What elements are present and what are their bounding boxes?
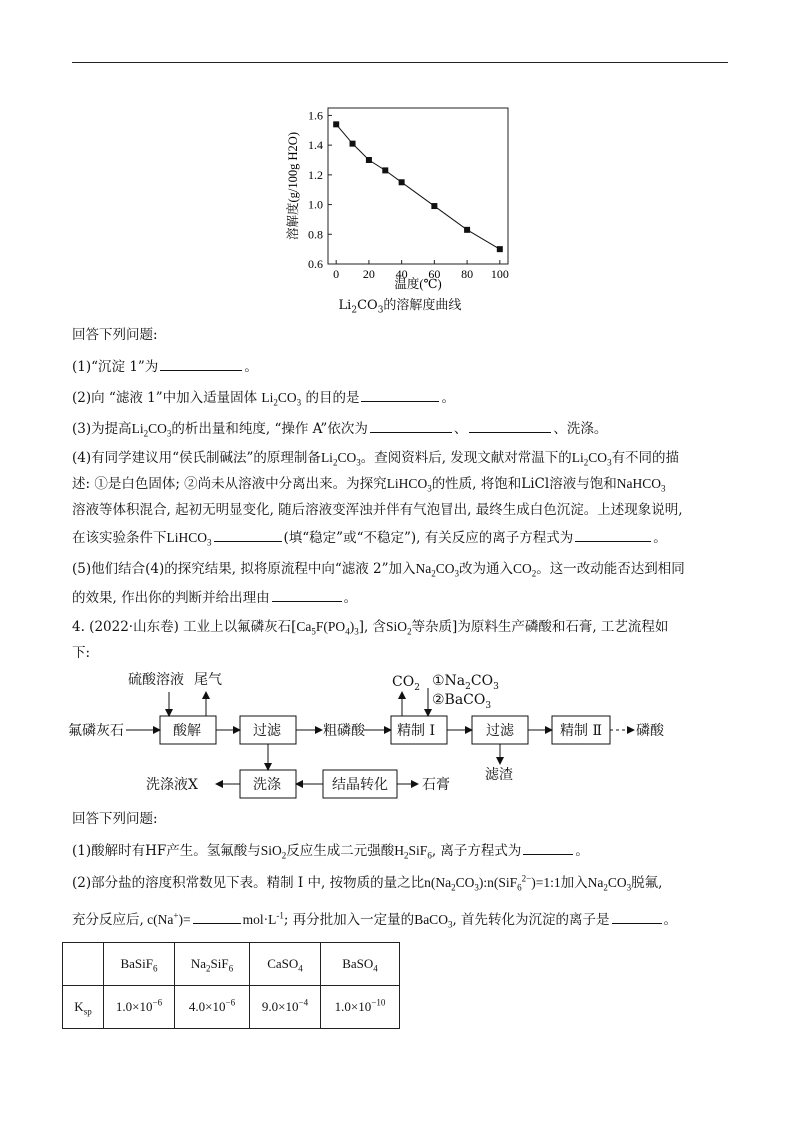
q4-part1	[72, 839, 728, 861]
table-header: BaSO$_4$	[321, 943, 400, 986]
q3-part4-line4	[72, 526, 728, 548]
text: 加入	[560, 875, 588, 891]
text: (4)有同学建议用“侯氏制碱法”的原理制备	[72, 450, 321, 466]
table-cell: $1.0\times 10^{-10}$	[321, 986, 400, 1029]
text: (1)“沉淀 1”为	[72, 359, 159, 375]
text: 充分反应后,	[72, 912, 144, 928]
formula-li2co3: $Li_2CO_3$	[131, 421, 172, 439]
chart-caption	[0, 294, 800, 316]
text: 4. (2022·山东卷) 工业上以氟磷灰石[	[72, 619, 297, 635]
table-header: BaSiF$_6$	[104, 943, 175, 986]
data-point	[399, 179, 405, 185]
text: ], 含	[358, 619, 387, 635]
caption-mid: CO	[357, 298, 378, 313]
text: (填“稳定”或“不稳定”), 有关反应的离子方程式为	[283, 530, 574, 546]
text: 。	[343, 590, 358, 606]
answer-blank[interactable]	[469, 417, 551, 433]
data-point	[431, 203, 437, 209]
table-cell: $1.0\times 10^{-6}$	[104, 986, 175, 1029]
text: 。	[653, 530, 667, 546]
label-wash: 洗涤	[253, 777, 281, 793]
process-flow-diagram	[66, 664, 706, 793]
q4-header-line2: 下:	[72, 645, 91, 661]
text: 。	[575, 843, 589, 859]
top-rule	[72, 62, 728, 63]
answer-blank[interactable]	[160, 355, 242, 371]
ksp-table	[62, 942, 400, 1029]
table-cell: $4.0\times 10^{-6}$	[175, 986, 250, 1029]
label-sulfuric-acid: 硫酸溶液	[128, 672, 184, 688]
label-reagent-1: $①Na_2CO_3$	[432, 673, 499, 692]
q4-part2-line2	[72, 908, 728, 930]
formula-co2: $CO_2$	[513, 561, 537, 579]
q3-part4-line3: 溶液等体积混合, 起初无明显变化, 随后溶液变浑浊并伴有气泡冒出, 最终生成白色沉淀。上述现象说明,	[72, 502, 683, 518]
text: , 首先转化为沉淀的离子是	[452, 912, 610, 928]
y-axis-label: 溶解度(g/100g H2O)	[286, 132, 300, 240]
q3-part4-line2	[72, 474, 728, 494]
formula-li2co3: $Li_2CO_3$	[261, 390, 302, 408]
q4-header-line1	[72, 617, 728, 637]
caption-sub: 2	[351, 305, 358, 316]
text: mol·L	[242, 912, 277, 927]
label-tail-gas: 尾气	[194, 672, 222, 688]
data-point	[350, 141, 356, 147]
text: ; 再分批加入一定量的	[283, 912, 415, 928]
label-wash-liquid: 洗涤液X	[146, 777, 198, 793]
text: (5)他们结合(4)的探究结果, 拟将原流程中向“滤液 2”加入	[72, 561, 416, 577]
answer-blank[interactable]	[370, 417, 452, 433]
text: 反应生成二元强酸	[286, 843, 395, 859]
text: 。这一改动能否达到相同	[536, 561, 685, 577]
answer-blank[interactable]	[523, 839, 573, 855]
text: 、	[453, 421, 468, 437]
flow-svg	[66, 664, 706, 793]
caption-sub: 3	[377, 305, 384, 316]
text: 脱氟,	[631, 875, 663, 891]
table-header: CaSO$_4$	[250, 943, 321, 986]
q3-part5-line1	[72, 559, 728, 579]
table-row	[63, 943, 400, 986]
data-point	[382, 167, 388, 173]
label-filter-2: 过滤	[486, 723, 514, 739]
text: (2)向 “滤液 1”中加入适量固体	[72, 390, 258, 406]
formula-nahco3: NaHCO$_3$	[616, 476, 666, 494]
label-crude-acid: 粗磷酸	[323, 723, 365, 739]
text: 的效果, 作出你的判断并给出理由	[72, 590, 270, 606]
answer-blank[interactable]	[272, 586, 342, 602]
label-gypsum: 石膏	[422, 777, 450, 793]
text: (1)酸解时有HF产生。氢氟酸与	[72, 843, 261, 859]
q3-part1	[72, 355, 728, 377]
answer-blank[interactable]	[193, 908, 241, 924]
label-crystallize: 结晶转化	[332, 777, 388, 793]
text: 等杂质]为原料生产磷酸和石膏, 工艺流程如	[411, 619, 669, 635]
caption-post: 的溶解度曲线	[383, 298, 462, 313]
x-tick-label: 100	[490, 267, 509, 281]
q3-part3	[72, 417, 728, 439]
label-residue: 滤渣	[485, 767, 513, 783]
label-acidolysis: 酸解	[173, 723, 201, 739]
text: , 离子方程式为	[431, 843, 522, 859]
label-reagent-2: ②BaCO$_3$	[432, 692, 492, 711]
q3-part2	[72, 386, 728, 408]
answer-blank[interactable]	[612, 908, 662, 924]
text: 。	[663, 912, 678, 928]
x-tick-label: 40	[395, 267, 408, 281]
table-row	[63, 986, 400, 1029]
text: 改为通入	[459, 561, 514, 577]
formula-lihco3: LiHCO$_3$	[386, 476, 432, 494]
text: 述: ①是白色固体; ②尚未从溶液中分离出来。为探究	[72, 476, 387, 492]
text: (2)部分盐的溶度积常数见下表。精制 Ⅰ 中, 按物质的量之比	[72, 875, 425, 891]
x-axis-label: 温度(℃)	[394, 277, 442, 291]
table-row-label: $K_{sp}$	[63, 986, 104, 1029]
text: 的性质, 将饱和LiCl溶液与饱和	[431, 476, 617, 492]
text: 。	[244, 359, 258, 375]
q3-intro: 回答下列问题:	[72, 327, 158, 343]
label-refine-1: 精制 Ⅰ	[397, 723, 435, 739]
y-tick-label: 0.8	[308, 227, 323, 242]
text: 。查阅资料后, 发现文献对常温下的	[360, 450, 572, 466]
y-tick-label: 1.2	[308, 167, 323, 182]
label-feed: 氟磷灰石	[68, 723, 124, 739]
answer-blank[interactable]	[575, 526, 651, 542]
data-point	[333, 121, 339, 127]
data-point	[366, 157, 372, 163]
text: 的目的是	[305, 390, 360, 406]
q3-part4-line1	[72, 448, 728, 468]
y-tick-label: 1.6	[308, 108, 323, 123]
formula-na2co3: $Na_2CO_3$	[587, 875, 632, 893]
table-header: $Na_2SiF_6$	[175, 943, 250, 986]
formula-baco3: BaCO$_3$	[414, 912, 453, 930]
formula-li2co3: $Li_2CO_3$	[320, 450, 361, 468]
text: (3)为提高	[72, 421, 132, 437]
formula-sio2: SiO$_2$	[386, 619, 412, 637]
table-corner	[63, 943, 104, 986]
label-refine-2: 精制 Ⅱ	[560, 723, 602, 739]
formula-sio2: SiO$_2$	[260, 843, 287, 861]
answer-blank[interactable]	[214, 526, 282, 542]
formula-c-na: c(Na+)=	[143, 910, 191, 927]
solubility-chart	[284, 100, 524, 294]
label-co2: $CO_2$	[392, 674, 420, 693]
text: 、洗涤。	[553, 421, 608, 437]
formula-ratio: $n(Na_2CO_3):n(SiF_6^{2-})=1:1$	[424, 873, 561, 893]
label-filter-1: 过滤	[253, 723, 281, 739]
unit-exponent: -1	[276, 910, 284, 921]
x-tick-label: 80	[461, 267, 474, 281]
y-tick-label: 1.0	[308, 197, 323, 212]
answer-blank[interactable]	[361, 386, 439, 402]
text: 。	[441, 390, 455, 406]
caption-pre: Li	[338, 298, 352, 313]
y-tick-label: 0.6	[308, 257, 323, 271]
text: 有不同的描	[611, 450, 680, 466]
data-point	[464, 227, 470, 233]
solubility-curve	[336, 124, 500, 249]
table-cell: $9.0\times 10^{-4}$	[250, 986, 321, 1029]
y-tick-label: 1.4	[308, 138, 323, 153]
formula-lihco3: LiHCO$_3$	[166, 530, 212, 548]
q3-part5-line2	[72, 586, 728, 608]
q4-intro: 回答下列问题:	[72, 811, 158, 827]
x-tick-label: 20	[362, 267, 375, 281]
formula-na2co3: $Na_2CO_3$	[415, 561, 460, 579]
text: 在该实验条件下	[72, 530, 167, 546]
x-tick-label: 60	[428, 267, 441, 281]
formula-fluorapatite: $Ca_5F(PO_4)_3$	[296, 619, 359, 637]
data-point	[497, 246, 503, 252]
q4-part2-line1	[72, 873, 728, 893]
chart-svg	[284, 100, 524, 290]
plot-frame	[328, 108, 508, 264]
x-tick-label: 0	[333, 267, 340, 281]
formula-li2co3: $Li_2CO_3$	[571, 450, 612, 468]
text: 的析出量和纯度, “操作 A”依次为	[171, 421, 368, 437]
label-phosphoric-acid: 磷酸	[636, 723, 664, 739]
formula-h2sif6: $H_2SiF_6$	[394, 843, 432, 861]
